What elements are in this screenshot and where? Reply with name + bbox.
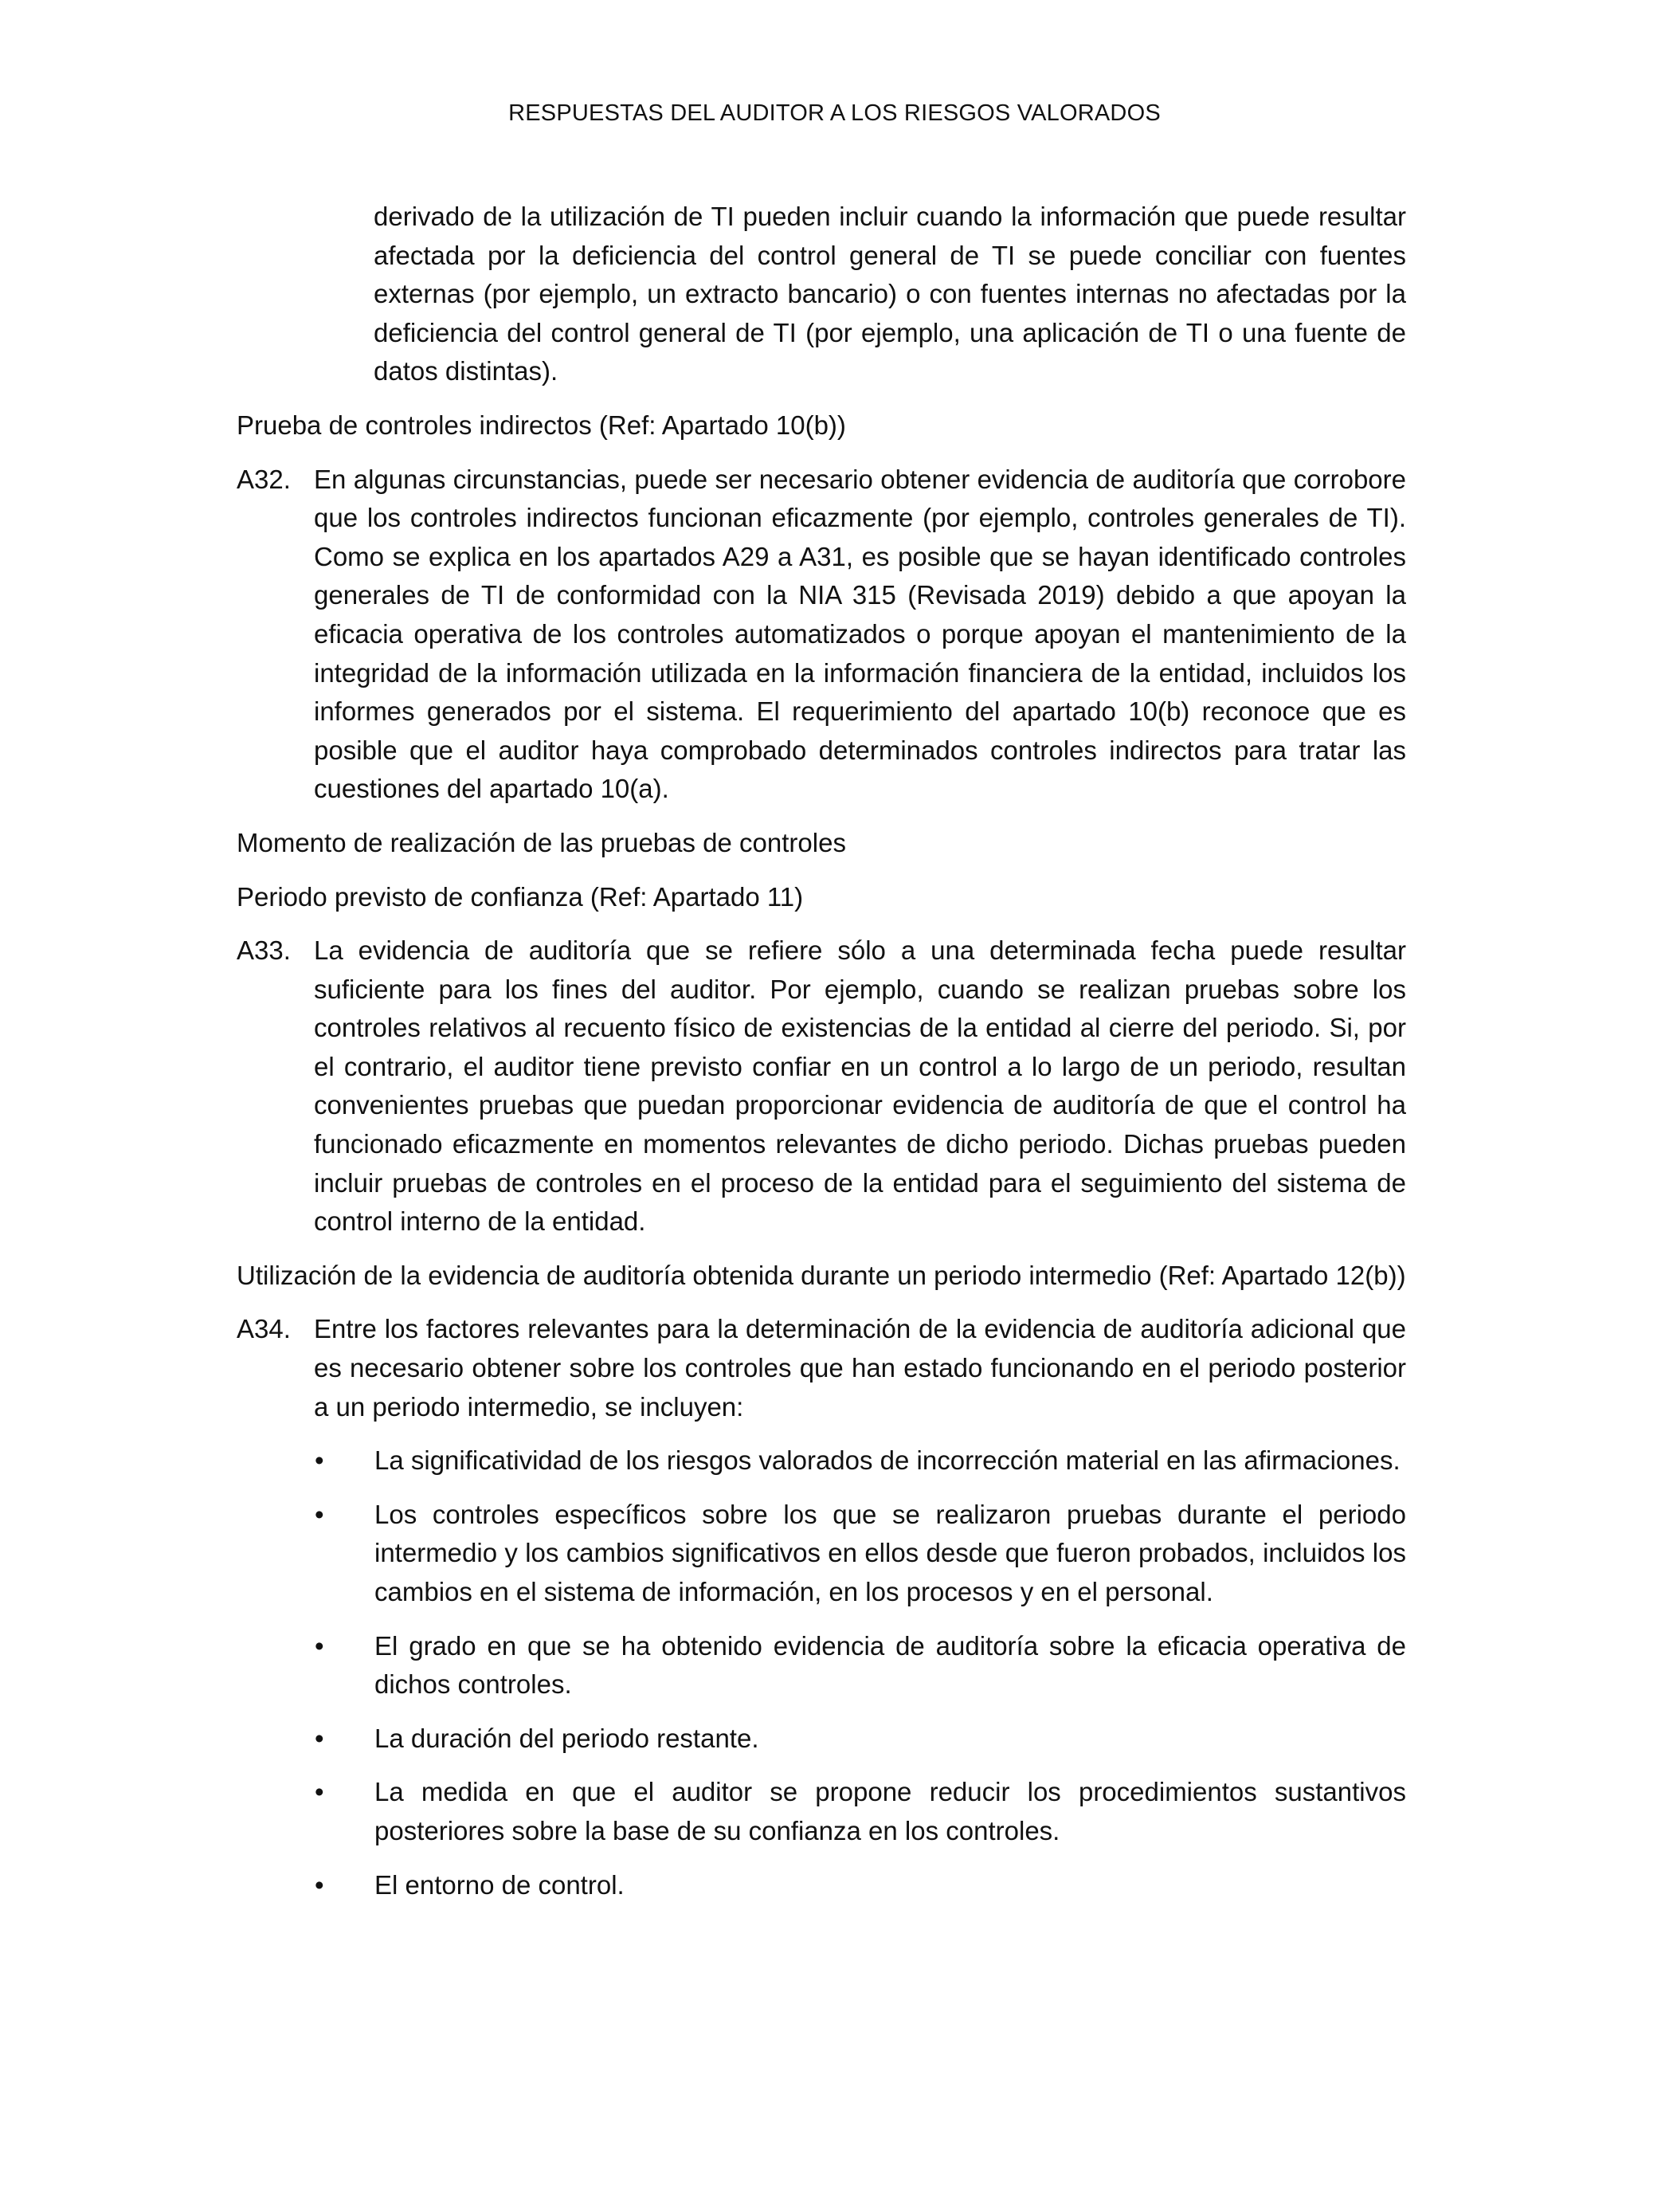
paragraph-number: A33.	[237, 935, 291, 966]
bullet-icon: •	[315, 1777, 324, 1807]
paragraph-a33	[237, 931, 1406, 1241]
running-header: RESPUESTAS DEL AUDITOR A LOS RIESGOS VALORADOS	[508, 100, 1161, 126]
continuation-paragraph: derivado de la utilización de TI pueden incluir cuando la información que puede resultar afectada por la deficiencia del control general de TI se puede conciliar con fuentes externas (por ejemplo, un extracto bancario) o con fuentes internas no afectadas por la deficiencia del control general de TI (por ejemplo, una aplicación de TI o una fuente de datos distintas).	[374, 202, 1406, 386]
paragraph-text: La evidencia de auditoría que se refiere sólo a una determinada fecha puede resultar suficiente para los fines del auditor. Por ejemplo, cuando se realizan pruebas sobre los controles relativos al recuento físico de existencias de la entidad al cierre del periodo. Si, por el contrario, el auditor tiene previsto confiar en un control a lo largo de un periodo, resultan convenientes pruebas que puedan proporcionar evidencia de auditoría de que el control ha funcionado eficazmente en momentos relevantes de dicho periodo. Dichas pruebas pueden incluir pruebas de controles en el proceso de la entidad para el seguimiento del sistema de control interno de la entidad.	[314, 935, 1406, 1237]
list-item	[314, 1496, 1406, 1612]
list-item	[314, 1720, 1406, 1759]
section-heading-indirect-controls: Prueba de controles indirectos (Ref: Apartado 10(b))	[237, 410, 846, 440]
bullet-icon: •	[315, 1630, 324, 1661]
section-heading-timing: Momento de realización de las pruebas de controles	[237, 827, 846, 857]
paragraph-text: Entre los factores relevantes para la determinación de la evidencia de auditoría adicional que es necesario obtener sobre los controles que han estado funcionando en el periodo posterior a un periodo intermedio, se incluyen:	[314, 1314, 1406, 1422]
bullet-icon: •	[315, 1445, 324, 1476]
list-item	[314, 1773, 1406, 1850]
paragraph-number: A32.	[237, 464, 291, 494]
list-item-text: La medida en que el auditor se propone reducir los procedimientos sustantivos posteriores sobre la base de su confianza en los controles.	[374, 1777, 1406, 1845]
bullet-icon: •	[315, 1723, 324, 1753]
list-item	[314, 1866, 1406, 1905]
section-heading-interim-period: Utilización de la evidencia de auditoría obtenida durante un periodo intermedio (Ref: Apartado 12(b))	[237, 1260, 1406, 1290]
bullet-icon: •	[315, 1499, 324, 1529]
section-heading-reliance-period: Periodo previsto de confianza (Ref: Apartado 11)	[237, 881, 804, 912]
list-item-text: Los controles específicos sobre los que se realizaron pruebas durante el periodo intermedio y los cambios significativos en ellos desde que fueron probados, incluidos los cambios en el sistema de información, en los procesos y en el personal.	[374, 1499, 1406, 1606]
list-item	[314, 1441, 1406, 1481]
paragraph-a34	[237, 1310, 1406, 1426]
factors-list	[237, 1441, 1406, 1904]
bullet-icon: •	[315, 1869, 324, 1900]
page-content	[237, 198, 1406, 1904]
paragraph-text: En algunas circunstancias, puede ser necesario obtener evidencia de auditoría que corrobore que los controles indirectos funcionan eficazmente (por ejemplo, controles generales de TI). Como se explica en los apartados A29 a A31, es posible que se hayan identificado controles generales de TI de conformidad con la NIA 315 (Revisada 2019) debido a que apoyan la eficacia operativa de los controles automatizados o porque apoyan el mantenimiento de la integridad de la información utilizada en la información financiera de la entidad, incluidos los informes generados por el sistema. El requerimiento del apartado 10(b) reconoce que es posible que el auditor haya comprobado determinados controles indirectos para tratar las cuestiones del apartado 10(a).	[314, 464, 1406, 804]
list-item	[314, 1627, 1406, 1704]
list-item-text: La significatividad de los riesgos valorados de incorrección material en las afirmaciones.	[374, 1445, 1401, 1476]
list-item-text: El entorno de control.	[374, 1869, 625, 1900]
paragraph-a32	[237, 461, 1406, 809]
list-item-text: El grado en que se ha obtenido evidencia de auditoría sobre la eficacia operativa de dichos controles.	[374, 1630, 1406, 1700]
paragraph-number: A34.	[237, 1314, 291, 1344]
list-item-text: La duración del periodo restante.	[374, 1723, 759, 1753]
